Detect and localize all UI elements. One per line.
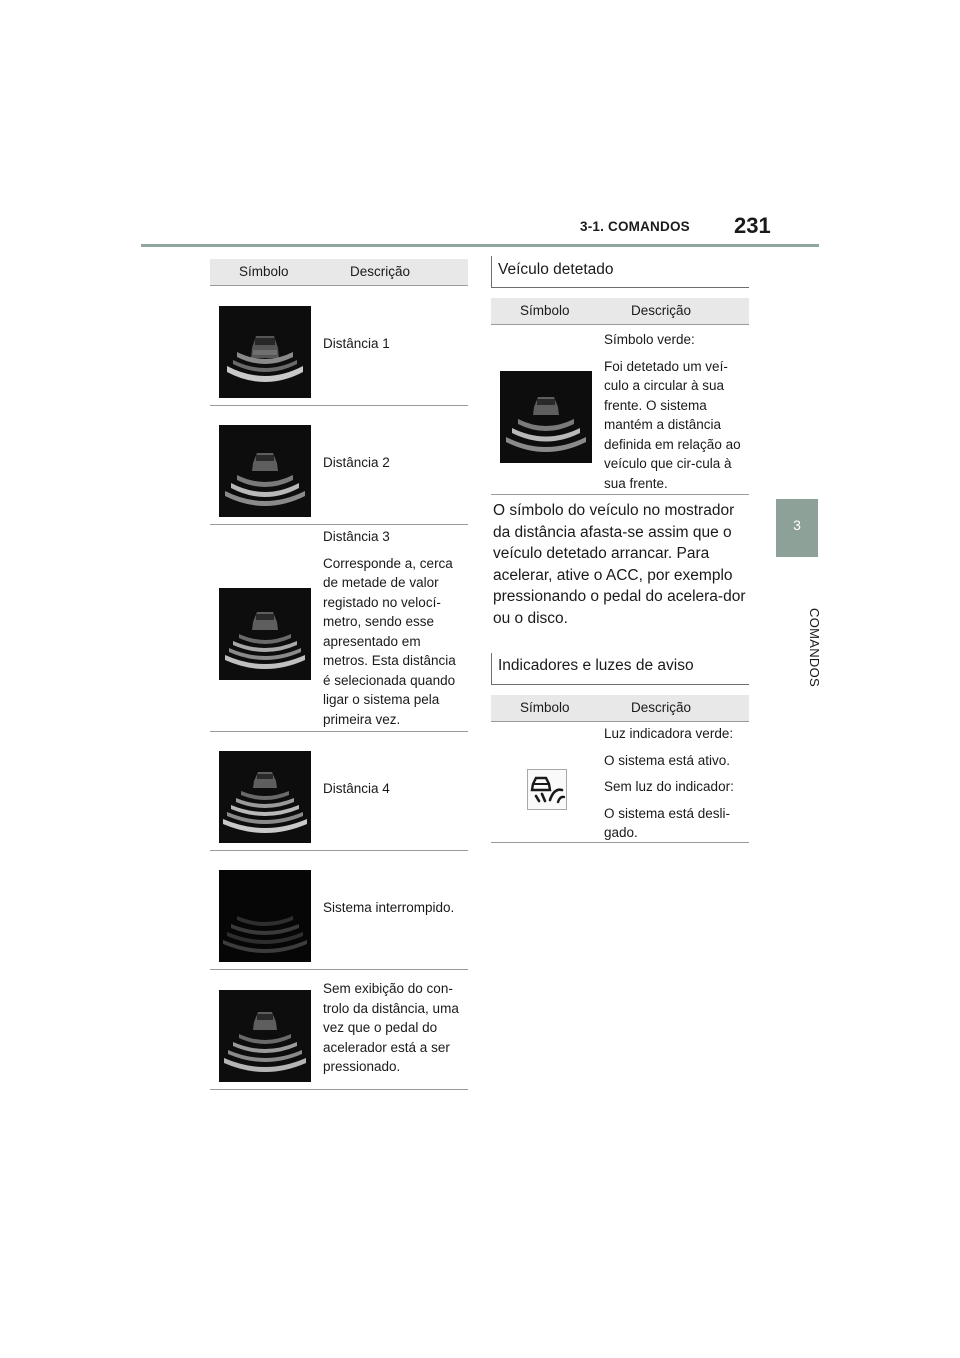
body-paragraph: O símbolo do veículo no mostrador da distância afasta-se assim que o veículo detetado arrancar. Para acelerar, ative o ACC, por exemplo pressionando o pedal do acelera-dor ou o disco. (493, 502, 746, 627)
section-title-bar (491, 653, 492, 684)
chapter-tab-number: 3 (793, 517, 801, 533)
header-section-title: 3-1. COMANDOS (580, 219, 690, 234)
acc-indicator-icon (527, 769, 567, 810)
distance-2-icon (219, 425, 311, 517)
column-header-symbol: Símbolo (520, 303, 570, 318)
description-vehicle-detected: Símbolo verde: Foi detetado um veí-culo a circular à sua frente. O sistema mantém a distância definida em relação ao veículo que cir-cula à sua frente. (604, 332, 741, 491)
page-number: 231 (734, 213, 771, 238)
column-header-description: Descrição (350, 264, 411, 279)
vehicle-detected-title: Veículo detetado (498, 261, 614, 278)
row-divider (210, 850, 468, 851)
row-divider (210, 524, 468, 525)
description-acc-indicator: Luz indicadora verde: O sistema está ativo. Sem luz do indicador: O sistema está desli-gado. (604, 726, 734, 840)
section-title-rule (491, 287, 749, 288)
row-divider (210, 405, 468, 406)
distance-3-icon (219, 588, 311, 680)
description-distance-2: Distância 2 (323, 455, 390, 470)
description-no-distance-display: Sem exibição do con-trolo da distância, uma vez que o pedal do acelerador está a ser pressionado. (323, 981, 459, 1074)
row-divider (210, 731, 468, 732)
no-distance-display-icon (219, 990, 311, 1082)
column-header-symbol: Símbolo (239, 264, 289, 279)
table-header (210, 259, 468, 286)
section-title-rule (491, 684, 749, 685)
distance-4-icon (219, 751, 311, 843)
description-distance-3: Distância 3 Corresponde a, cerca de metade de valor registado no velocí-metro, sendo esse apresentado em metros. Esta distância é selecionada quando ligar o sistema pela primeira vez. (323, 529, 456, 727)
table-header (491, 695, 749, 722)
description-system-interrupted: Sistema interrompido. (323, 900, 455, 915)
column-header-symbol: Símbolo (520, 700, 570, 715)
system-interrupted-icon (219, 870, 311, 962)
vehicle-detected-icon (500, 371, 592, 463)
description-distance-1: Distância 1 (323, 336, 390, 351)
section-title-bar (491, 256, 492, 287)
table-header (491, 298, 749, 325)
column-header-description: Descrição (631, 303, 692, 318)
header-rule (141, 244, 819, 247)
description-distance-4: Distância 4 (323, 781, 390, 796)
header-divider (210, 285, 468, 286)
column-header-description: Descrição (631, 700, 692, 715)
chapter-side-label: COMANDOS (807, 608, 822, 687)
row-divider (491, 842, 749, 843)
indicators-title: Indicadores e luzes de aviso (498, 657, 694, 674)
row-divider (210, 969, 468, 970)
distance-1-icon (219, 306, 311, 398)
row-divider (210, 1089, 468, 1090)
row-divider (491, 494, 749, 495)
